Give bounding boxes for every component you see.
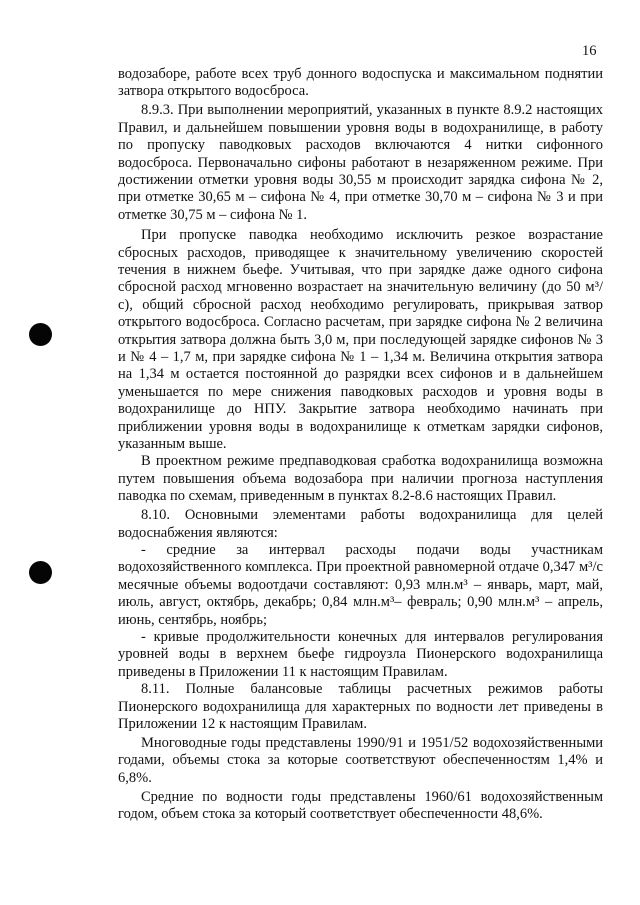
paragraph-continuation: водозаборе, работе всех труб донного водоспуска и максимальном поднятии затвора открытого водосброса. [118, 66, 603, 100]
punch-hole-bottom [29, 561, 52, 584]
paragraph-pre-flood-drawdown: В проектном режиме предпаводковая сработка водохранилища возможна путем повышения объема водозабора при наличии прогноза наступления паводка по схемам, приведенным в пунктах 8.2-8.6 настоящих Правил. [118, 453, 603, 505]
paragraph-wet-years: Многоводные годы представлены 1990/91 и 1951/52 водохозяйственными годами, объемы стока за которые соответствуют обеспеченностям 1,4% и 6,8%. [118, 734, 603, 786]
paragraph-flood-discharge: При пропуске паводка необходимо исключить резкое возрастание сбросных расходов, приводящее к значительному увеличению скоростей течения в нижнем бьефе. Учитывая, что при зарядке даже одного сифона сбросной расход мгновенно возрастает на значительную величину (до 50 м³/с), общий сбросной расход необходимо регулировать, прикрывая затвор открытого водосброса. Согласно расчетам, при зарядке сифона № 2 величина открытия затвора должна быть 3,0 м, при последующей зарядке сифонов № 3 и № 4 – 1,7 м, при зарядке сифона № 1 – 1,34 м. Величина открытия затвора на 1,34 м остается постоянной до разрядки всех сифонов и в дальнейшем уменьшается по мере снижения паводковых расходов и уровня воды в водохранилище до НПУ. Закрытие затвора необходимо начинать при приближении уровня воды в водохранилище к отметкам зарядки сифонов, указанным выше. [118, 227, 603, 453]
list-item-supply-rates: - средние за интервал расходы подачи воды участникам водохозяйственного комплекса. При проектной равномерной отдаче 0,347 м³/с месячные объемы водоотдачи составляют: 0,93 млн.м³ – январь, март, май, июль, август, октябрь, декабрь; 0,84 млн.м³– февраль; 0,90 млн.м³ – апрель, июнь, сентябрь, ноябрь; [118, 541, 603, 628]
paragraph-8-11: 8.11. Полные балансовые таблицы расчетных режимов работы Пионерского водохранилища для характерных по водности лет приведены в Приложении 12 к настоящим Правилам. [118, 681, 603, 733]
list-item-duration-curves: - кривые продолжительности конечных для интервалов регулирования уровней воды в верхнем бьефе гидроузла Пионерского водохранилища приведены в Приложении 11 к настоящим Правилам. [118, 629, 603, 680]
body-text [118, 66, 603, 823]
paragraph-8-9-3: 8.9.3. При выполнении мероприятий, указанных в пункте 8.9.2 настоящих Правил, и дальнейшем повышении уровня воды в водохранилище, в работу по пропуску паводковых расходов включаются 4 нитки сифонного водосброса. Первоначально сифоны работают в незаряженном режиме. При достижении отметки уровня воды 30,55 м происходит зарядка сифона № 2, при отметке 30,65 м – сифона № 4, при отметке 30,70 м – сифона № 3 и при отметке 30,75 м – сифона № 1. [118, 102, 603, 223]
punch-hole-top [29, 323, 52, 346]
page-number: 16 [582, 43, 597, 59]
paragraph-average-years: Средние по водности годы представлены 1960/61 водохозяйственным годом, объем стока за который соответствует обеспеченности 48,6%. [118, 788, 603, 823]
paragraph-8-10: 8.10. Основными элементами работы водохранилища для целей водоснабжения являются: [118, 507, 603, 541]
